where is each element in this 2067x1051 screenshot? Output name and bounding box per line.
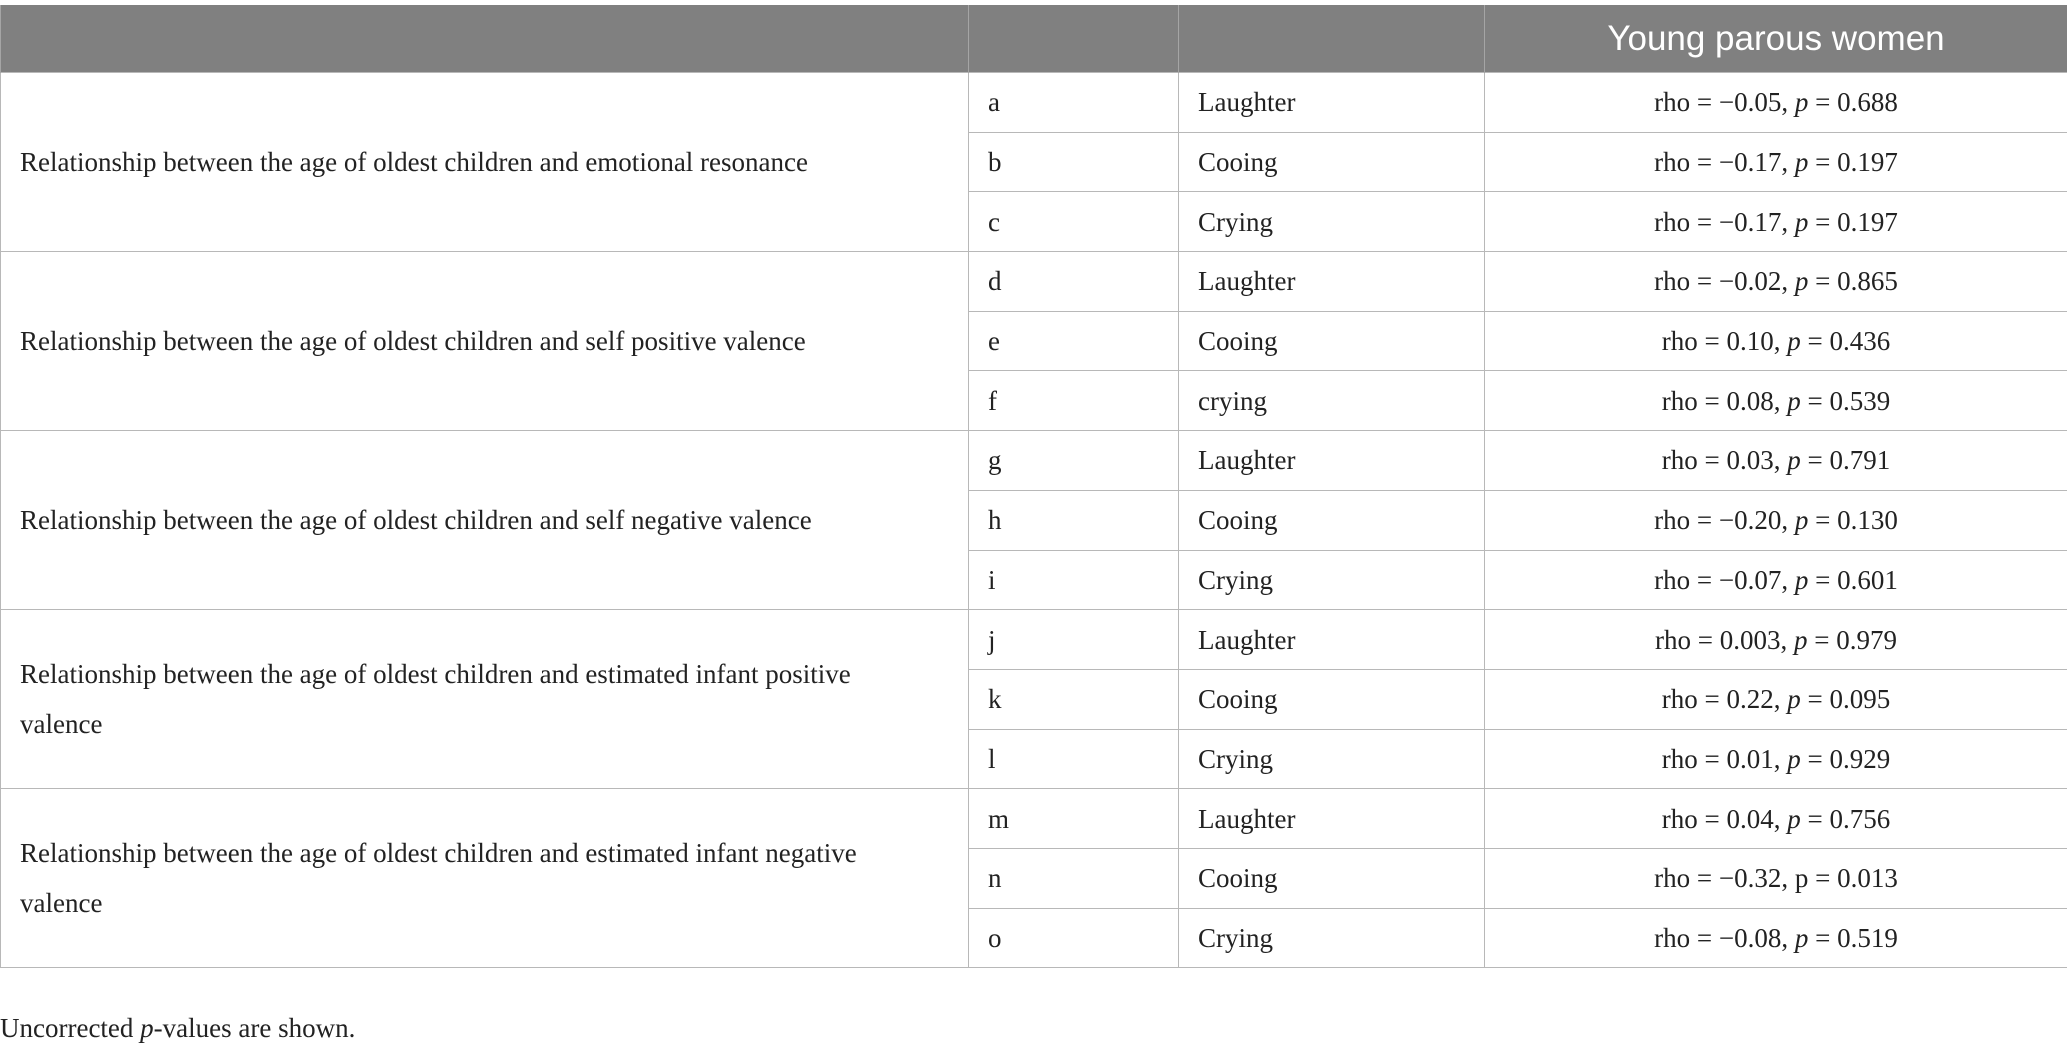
footnote-after: -values are shown. (153, 1013, 356, 1043)
p-value-text: = 0.130 (1808, 505, 1898, 536)
row-id-cell: j (969, 610, 1179, 670)
row-id-cell: h (969, 490, 1179, 550)
p-label: p (1794, 87, 1809, 118)
p-value-text: = 0.519 (1808, 922, 1898, 953)
p-label: p (1794, 147, 1809, 178)
correlation-value-cell (1485, 192, 2067, 252)
correlation-value-cell (1485, 252, 2067, 312)
table-row (1, 610, 2067, 670)
table-row (1, 789, 2067, 849)
p-label: p (1787, 385, 1801, 416)
table-header (1, 5, 2067, 73)
correlation-value-cell (1485, 550, 2067, 610)
footnote-italic: p (140, 1013, 154, 1043)
p-label: p (1787, 684, 1801, 715)
row-id-cell: a (969, 73, 1179, 133)
p-value-text: = 0.601 (1808, 564, 1898, 595)
p-label: p (1787, 803, 1801, 834)
sound-type-cell: Laughter (1179, 610, 1485, 670)
relationship-cell: Relationship between the age of oldest children and self negative valence (1, 431, 969, 610)
rho-text: rho = 0.04, (1661, 803, 1788, 834)
sound-type-cell: crying (1179, 371, 1485, 431)
row-id-cell: m (969, 789, 1179, 849)
p-label: p (1794, 505, 1809, 536)
sound-type-cell: Laughter (1179, 73, 1485, 133)
p-label: p (1794, 206, 1809, 237)
row-id-cell: c (969, 192, 1179, 252)
relationship-cell: Relationship between the age of oldest children and estimated infant positive valence (1, 610, 969, 789)
sound-type-cell: Cooing (1179, 848, 1485, 908)
table-row (1, 431, 2067, 491)
correlation-value-cell (1485, 73, 2067, 133)
row-id-cell: e (969, 311, 1179, 371)
p-value-text: = 0.688 (1808, 87, 1898, 118)
sound-type-cell: Laughter (1179, 431, 1485, 491)
sound-type-cell: Cooing (1179, 311, 1485, 371)
p-label: p (1794, 922, 1809, 953)
p-value-text: = 0.197 (1808, 206, 1898, 237)
row-id-cell: g (969, 431, 1179, 491)
sound-type-cell: Cooing (1179, 132, 1485, 192)
p-label: p (1794, 564, 1809, 595)
correlation-value-cell (1485, 371, 2067, 431)
sound-type-cell: Crying (1179, 908, 1485, 968)
rho-text: rho = 0.08, (1661, 385, 1788, 416)
sound-type-cell: Cooing (1179, 490, 1485, 550)
correlation-value-cell (1485, 789, 2067, 849)
rho-text: rho = 0.003, (1655, 624, 1794, 655)
row-id-cell: f (969, 371, 1179, 431)
row-id-cell: l (969, 729, 1179, 789)
row-id-cell: i (969, 550, 1179, 610)
p-label: p (1787, 743, 1801, 774)
rho-text: rho = −0.32, (1654, 863, 1795, 894)
results-table-container (0, 5, 2067, 968)
sound-type-cell: Crying (1179, 192, 1485, 252)
rho-text: rho = 0.03, (1661, 445, 1788, 476)
p-value-text: = 0.865 (1808, 266, 1898, 297)
rho-text: rho = −0.07, (1654, 564, 1795, 595)
table-row (1, 73, 2067, 133)
sound-type-cell: Crying (1179, 550, 1485, 610)
p-label: p (1794, 266, 1809, 297)
sound-type-cell: Laughter (1179, 252, 1485, 312)
row-id-cell: d (969, 252, 1179, 312)
p-value-text: = 0.791 (1800, 445, 1891, 476)
relationship-cell: Relationship between the age of oldest children and estimated infant negative valence (1, 789, 969, 968)
sound-type-cell: Laughter (1179, 789, 1485, 849)
rho-text: rho = −0.20, (1654, 505, 1795, 536)
row-id-cell: k (969, 669, 1179, 729)
table-row (1, 252, 2067, 312)
correlation-value-cell (1485, 848, 2067, 908)
rho-text: rho = 0.10, (1661, 326, 1788, 357)
row-id-cell: n (969, 848, 1179, 908)
p-value-text: = 0.979 (1807, 624, 1897, 655)
row-id-cell: b (969, 132, 1179, 192)
header-id (969, 5, 1179, 73)
correlation-value-cell (1485, 431, 2067, 491)
rho-text: rho = −0.17, (1654, 206, 1795, 237)
correlation-table (0, 5, 2067, 968)
correlation-value-cell (1485, 311, 2067, 371)
p-value-text: = 0.013 (1808, 863, 1898, 894)
rho-text: rho = 0.01, (1661, 743, 1788, 774)
p-label: p (1787, 445, 1801, 476)
header-young-parous-women: Young parous women (1485, 5, 2067, 73)
p-value-text: = 0.095 (1800, 684, 1891, 715)
correlation-value-cell (1485, 908, 2067, 968)
p-value-text: = 0.539 (1800, 385, 1891, 416)
correlation-value-cell (1485, 669, 2067, 729)
p-label: p (1793, 624, 1808, 655)
footnote-before: Uncorrected (0, 1013, 141, 1043)
row-id-cell: o (969, 908, 1179, 968)
rho-text: rho = −0.08, (1654, 922, 1795, 953)
rho-text: rho = −0.17, (1654, 147, 1795, 178)
rho-text: rho = −0.02, (1654, 266, 1795, 297)
p-value-text: = 0.929 (1800, 743, 1891, 774)
header-row (1, 5, 2067, 73)
sound-type-cell: Cooing (1179, 669, 1485, 729)
header-relationship (1, 5, 969, 73)
sound-type-cell: Crying (1179, 729, 1485, 789)
p-value-text: = 0.436 (1800, 326, 1891, 357)
rho-text: rho = 0.22, (1661, 684, 1788, 715)
correlation-value-cell (1485, 132, 2067, 192)
correlation-value-cell (1485, 610, 2067, 670)
rho-text: rho = −0.05, (1654, 87, 1795, 118)
correlation-value-cell (1485, 490, 2067, 550)
table-body (1, 73, 2067, 968)
p-label: p (1787, 326, 1801, 357)
header-sound (1179, 5, 1485, 73)
relationship-cell: Relationship between the age of oldest children and self positive valence (1, 252, 969, 431)
table-footnote (0, 1013, 355, 1044)
correlation-value-cell (1485, 729, 2067, 789)
p-value-text: = 0.197 (1808, 147, 1898, 178)
p-value-text: = 0.756 (1800, 803, 1891, 834)
p-label: p (1794, 863, 1809, 894)
relationship-cell: Relationship between the age of oldest children and emotional resonance (1, 73, 969, 252)
